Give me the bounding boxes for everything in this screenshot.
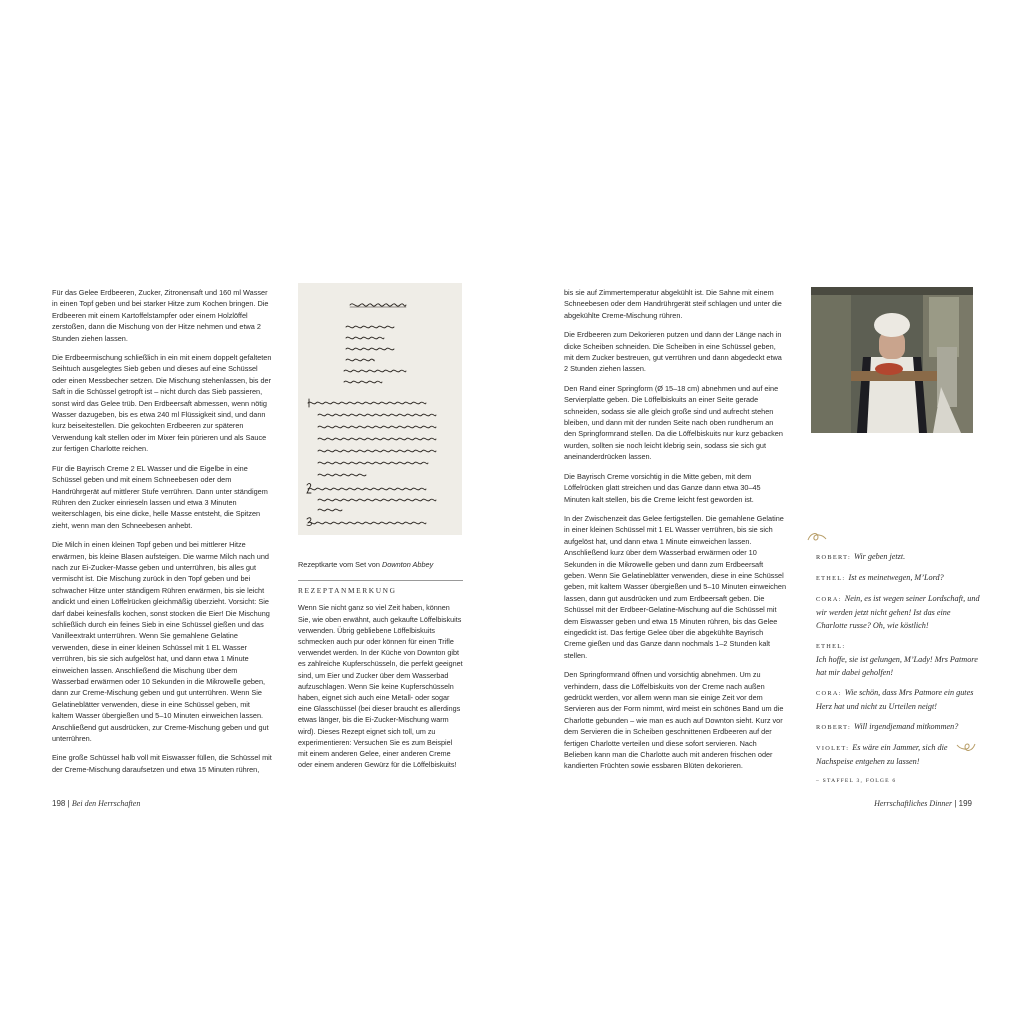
recipe-note-text: Wenn Sie nicht ganz so viel Zeit haben, können Sie, wie oben erwähnt, auch gekaufte Löffelbiskuits verwenden. Übrig gebliebene Löffelbiskuits schmecken auch pur oder können für einen Trifle verwendet werden. In der Küche von Downton gibt es zahlreiche Kupferschüsseln, die perfekt geeignet sind, um Eier und Zucker über dem Wasserbad aufzuschlagen. Wenn Sie keine Kupferschüsseln haben, eignet sich auch eine Metall- oder sogar eine Glasschüssel (bei dieser braucht es allerdings etwas länger, bis die Ei-Zucker-Mischung warm wird). Dieses Rezept eignet sich toll, um zu experimentieren: Versuchen Sie es zum Beispiel mit einem anderen Gelee, einer anderen Creme oder einem anderen Gewürz für die Löffelbiskuits! [298, 603, 463, 770]
right-main-column [564, 287, 786, 780]
dialogue-entry: CORA: Wie schön, dass Mrs Patmore ein gutes Herz hat und nicht zu Urteilen neigt! [816, 688, 974, 711]
left-page-folio [52, 799, 140, 808]
paragraph: Die Erdbeeren zum Dekorieren putzen und dann der Länge nach in dicke Scheiben schneiden. Die Scheiben in eine Schüssel geben, mit dem Zucker bestreuen, gut verrühren und dann abgedeckt etwa 2 Stunden ziehen lassen. [564, 330, 782, 374]
recipe-card-handwriting [298, 283, 462, 535]
dialogue-entry: CORA: Nein, es ist wegen seiner Lordschaft, und wir werden jetzt nicht gehen! Ist das eine Charlotte russe? Oh, wie köstlich! [816, 594, 980, 630]
paragraph: Für das Gelee Erdbeeren, Zucker, Zitronensaft und 160 ml Wasser in einen Topf geben und bei starker Hitze zum Kochen bringen. Die Erdbeeren mit einem Kartoffelstampfer oder einem Holzlöffel zerstoßen, dann die Mischung von der Hitze nehmen und etwa 2 Stunden ziehen lassen. [52, 288, 269, 343]
paragraph: Die Bayrisch Creme vorsichtig in die Mitte geben, mit dem Löffelrücken glatt streichen und das Ganze dann etwa 30–45 Minuten kalt stellen, bis die Creme leicht fest geworden ist. [564, 471, 761, 504]
paragraph: Den Rand einer Springform (Ø 15–18 cm) abnehmen und auf eine Servierplatte geben. Die Löffelbiskuits an einer Seite gerade schneiden, sodass sie alle gleich große sind und aufrecht stehen bleiben, und dann mit der runden Seite nach oben rundherum an den Springformrand stellen. Da die Löffelbiskuits nur kurz gebacken wurden, sollten sie noch leicht klebrig sein, sodass sie sich gut aneinanderdrücken lassen. [564, 383, 783, 462]
paragraph: Die Erdbeermischung schließlich in ein mit einem doppelt gefalteten Seihtuch ausgelegtes Sieb geben und dieses auf eine Schüssel oder einen Messbecher setzen. Die Mischung stehenlassen, bis der Saft in die Schüssel getropft ist – nicht durch das Sieb passieren, sonst wird das Gelee trüb. Den Erdbeersaft abmessen, wenn nötig Wasser dazugeben, bis es etwa 240 ml Flüssigkeit sind, und dann kurz beiseitestellen. Die gekochten Erdbeeren zur späteren Verwendung kalt stellen oder im Mixer fein pürieren und als Sauce zur fertigen Charlotte reichen. [52, 353, 272, 454]
paragraph: Eine große Schüssel halb voll mit Eiswasser füllen, die Schüssel mit der Creme-Mischung daraufsetzen und etwa 15 Minuten rühren, [52, 753, 272, 774]
paragraph: In der Zwischenzeit das Gelee fertigstellen. Die gemahlene Gelatine in einer kleinen Schüssel mit 1 EL Wasser verrühren, bis sie sich aufgelöst hat, und dann etwa 1 Minute einweichen lassen. Anschließend kurz über dem Wasserbad erwärmen oder 10 Sekunden in die Mikrowelle geben und dann zum Erdbeersaft geben. Wenn Sie Gelatineblätter verwenden, diese in eine Schüssel geben, mit kaltem Wasser übergießen und 5–10 Minuten einweichen lassen, dann gut ausdrücken und zum Erdbeersaft geben. Die Schüssel mit der Erdbeer-Gelatine-Mischung auf die Schüssel mit dem Eiswasser geben und etwa 15 Minuten rühren, bis das Gelee eingedickt ist. Das fertige Gelee über die abgekühlte Bayrisch Creme gießen und das Ganze dann nochmals 1–2 Stunden kalt stellen. [564, 513, 787, 660]
scene-photo [811, 287, 973, 433]
dialogue-source: – STAFFEL 3, FOLGE 6 [816, 778, 897, 784]
left-main-column [52, 287, 272, 783]
paragraph: Für die Bayrisch Creme 2 EL Wasser und die Eigelbe in eine Schüssel geben und mit einem Schneebesen oder dem Handrührgerät auf mittlerer Stufe verrühren. Dann unter ständigem Rühren den Zucker einrieseln lassen und etwa 3 Minuten weiterschlagen, bis eine dicke, helle Masse entsteht, die Spitzen zieht, wenn man den Schneebesen anhebt. [52, 463, 268, 530]
recipe-note-box [298, 580, 463, 770]
dialogue-entry: VIOLET: Es wäre ein Jammer, sich die Nachspeise entgehen zu lassen! [816, 743, 948, 766]
recipe-note-heading: REZEPTANMERKUNG [298, 586, 397, 595]
recipe-card-caption: Rezeptkarte vom Set von Downton Abbey [298, 560, 434, 569]
chapter-title: Bei den Herrschaften [71, 799, 141, 808]
handwritten-recipe-card [298, 283, 462, 535]
left-side-column [298, 560, 463, 778]
dialogue-entry: ETHEL: Ist es meinetwegen, M’Lord? [816, 573, 944, 582]
paragraph: bis sie auf Zimmertemperatur abgekühlt ist. Die Sahne mit einem Schneebesen oder dem Handrührgerät steif schlagen und unter die abgekühlte Creme-Mischung rühren. [564, 288, 782, 320]
paragraph: Die Milch in einen kleinen Topf geben und bei mittlerer Hitze erwärmen, bis kleine Blasen aufsteigen. Die warme Milch nach und nach zur Ei-Zucker-Masse geben und unterrühren, bis alles gut vermischt ist. Die Mischung zurück in den Topf geben und bei schwacher Hitze unter ständigem Rühren erwärmen, bis sie leicht andickt und einen Löffelrücken gleichmäßig überzieht. Vorsicht: Sie darf dabei keinesfalls kochen, sonst stocken die Eier! Die Mischung schließlich durch ein feines Sieb in eine Schüssel gießen und das Vanilleextrakt unterrühren. Wenn Sie gemahlene Gelatine verwenden, diese in einer kleinen Schüssel mit 1 EL Wasser verrühren, bis sie sich aufgelöst hat, und dann etwa 1 Minute einweichen lassen. Anschließend die Mischung über dem Wasserbad erwärmen oder 10 Sekunden in die Mikrowelle geben, dann zur Creme-Mischung geben und gut unterrühren. Wenn Sie Gelatineblätter verwenden, diese in eine Schüssel geben, mit kaltem Wasser übergießen und 5–10 Minuten einweichen lassen. Anschließend gut ausdrücken, zur Creme-Mischung geben und gut unterrühren. [52, 540, 270, 744]
page-number: 198 [52, 799, 66, 808]
flourish-ornament-icon [955, 740, 977, 754]
dialogue-entry: ETHEL: Ich hoffe, sie ist gelungen, M’Lady! Mrs Patmore hat mir dabei geholfen! [816, 643, 978, 677]
folio-divider: | [67, 799, 72, 808]
flourish-ornament-icon [806, 530, 828, 544]
paragraph: Den Springformrand öffnen und vorsichtig abnehmen. Um zu verhindern, dass die Löffelbiskuits von der Creme nach außen gedrückt werden, vor allem wenn man sie einige Zeit vor dem Servieren aus der Form nimmt, wird meist ein schönes Band um die Charlotte gebunden – wie man es auch auf Downton sieht. Kurz vor dem Servieren die in Scheiben geschnittenen Erdbeeren auf der fertigen Charlotte verteilen und diese sofort servieren. Nach Belieben kann man die Charlotte auch mit anderen frischen oder kandierten Früchten sowie essbaren Blüten dekorieren. [564, 670, 784, 771]
dialogue-entry: ROBERT: Will irgendjemand mitkommen? [816, 722, 959, 731]
dialogue-entry: ROBERT: Wir geben jetzt. [816, 552, 906, 561]
folio-divider: | [954, 799, 959, 808]
chapter-title: Herrschaftliches Dinner [874, 799, 953, 808]
page-number: 199 [958, 799, 972, 808]
right-page-folio [874, 799, 972, 808]
maid-with-tray-illustration [811, 287, 973, 433]
